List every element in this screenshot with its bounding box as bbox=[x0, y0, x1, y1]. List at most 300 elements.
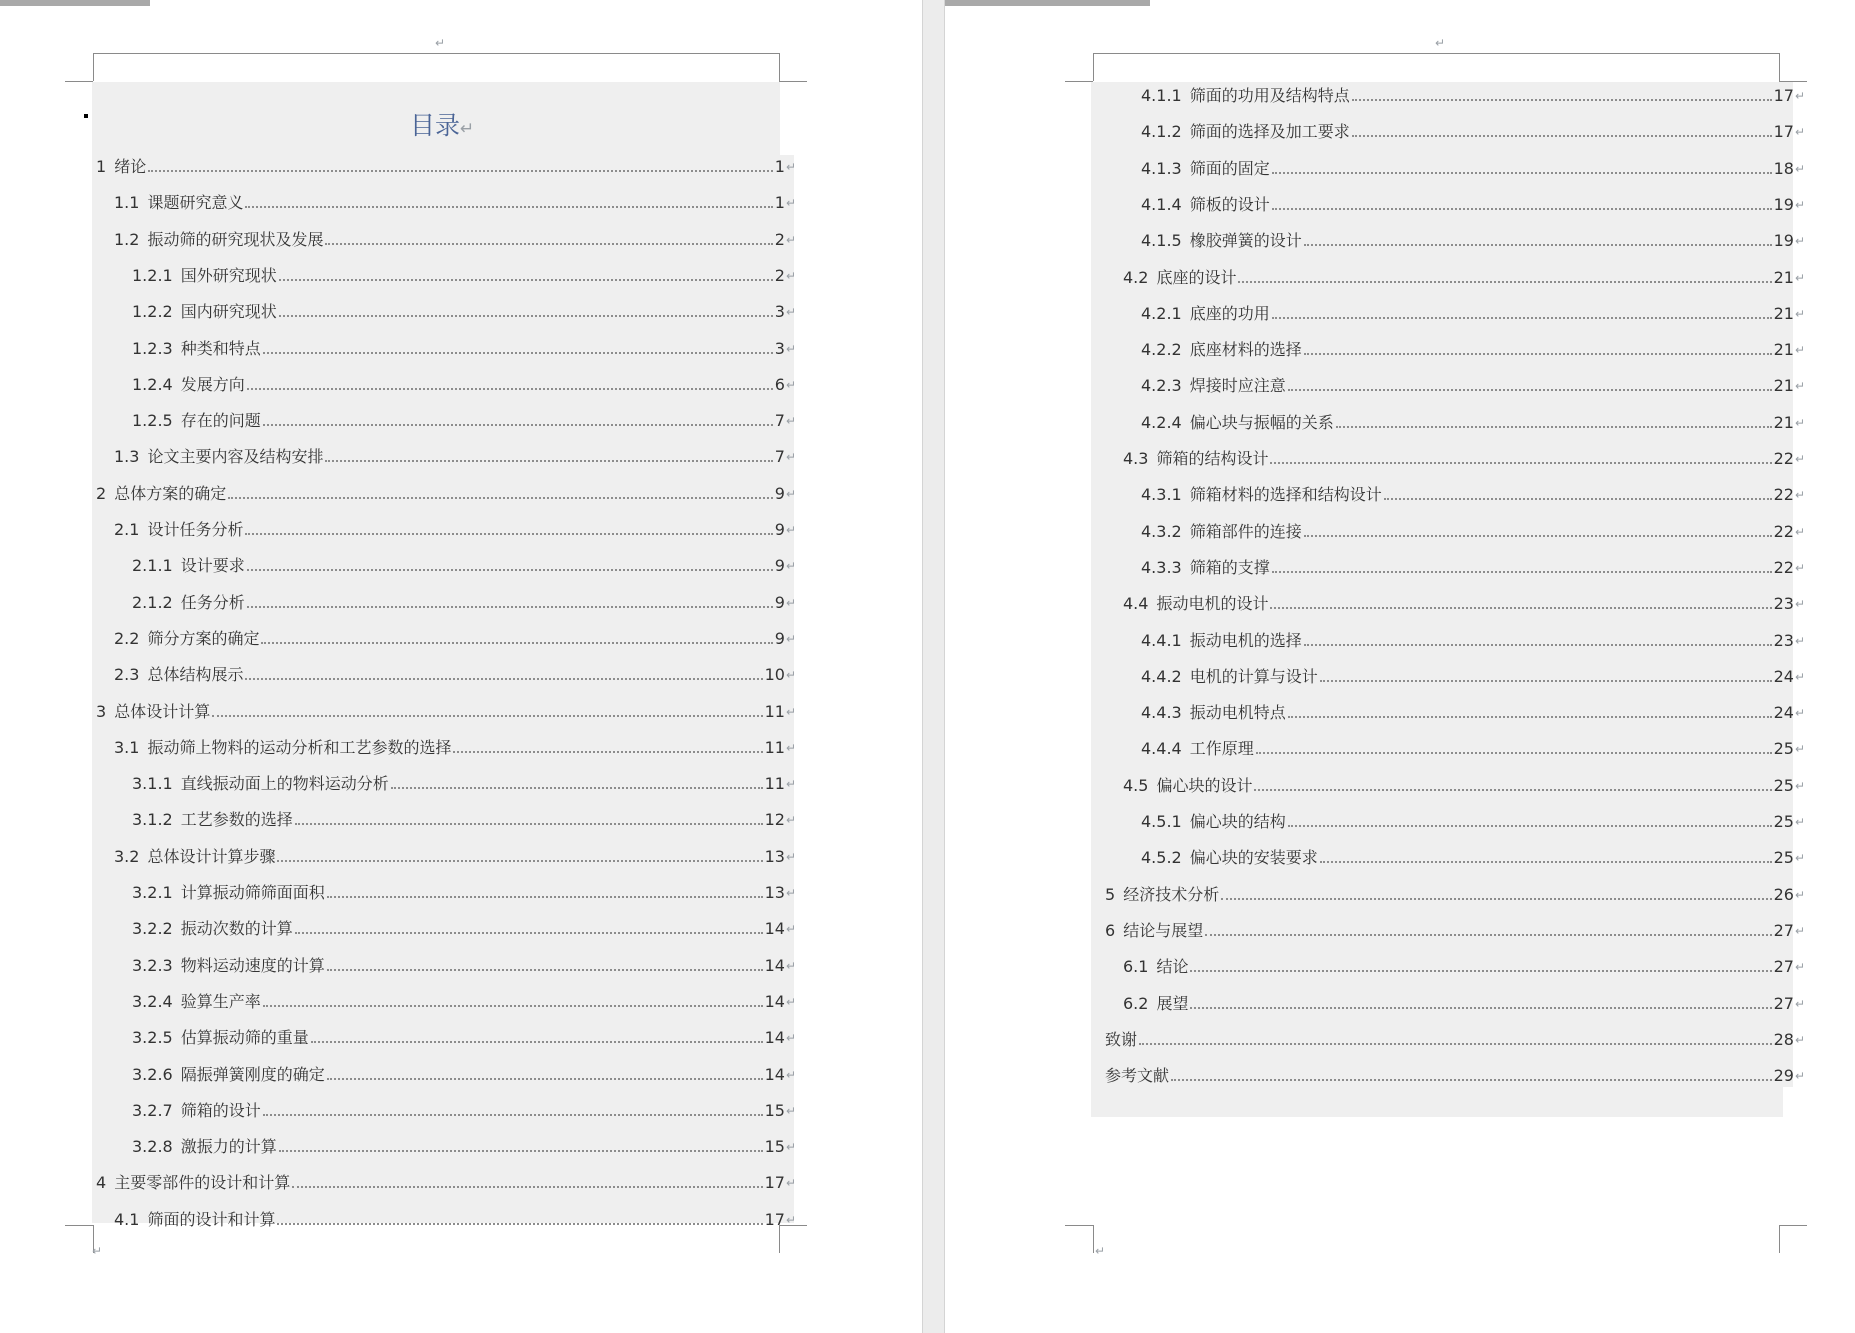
toc-entry-number: 3.1.2 bbox=[132, 810, 173, 830]
toc-entry[interactable] bbox=[132, 772, 796, 794]
paragraph-mark: ↵ bbox=[785, 196, 796, 211]
toc-entry-number: 4.4 bbox=[1123, 594, 1149, 614]
toc-entry[interactable] bbox=[1105, 1064, 1805, 1086]
toc-dot-leader bbox=[245, 678, 762, 680]
toc-entry-page-number: 21 bbox=[1773, 340, 1794, 360]
toc-entry-title: 设计要求 bbox=[180, 556, 245, 576]
toc-entry-title: 偏心块与振幅的关系 bbox=[1189, 412, 1334, 432]
toc-dot-leader bbox=[1304, 535, 1772, 537]
paragraph-mark: ↵ bbox=[1794, 415, 1805, 430]
toc-entry-title: 筛板的设计 bbox=[1189, 194, 1270, 214]
toc-dot-leader bbox=[279, 1150, 763, 1152]
toc-entry[interactable] bbox=[132, 337, 796, 359]
toc-entry-title: 课题研究意义 bbox=[147, 193, 244, 213]
toc-entry-number: 4.3.3 bbox=[1141, 557, 1182, 577]
toc-entry-number: 4.1.2 bbox=[1141, 122, 1182, 142]
toc-entry-number: 1.2.1 bbox=[132, 265, 173, 285]
toc-entry-page-number: 3 bbox=[774, 302, 785, 322]
toc-entry[interactable] bbox=[132, 300, 796, 322]
crop-mark bbox=[1093, 1225, 1094, 1253]
toc-dot-leader bbox=[263, 424, 773, 426]
toc-entry-number: 4.5 bbox=[1123, 775, 1149, 795]
toc-entry-page-number: 10 bbox=[764, 665, 785, 685]
paragraph-mark: ↵ bbox=[785, 740, 796, 755]
toc-entry-page-number: 24 bbox=[1773, 666, 1794, 686]
toc-entry-number: 3.2.1 bbox=[132, 883, 173, 902]
toc-entry-title: 论文主要内容及结构安排 bbox=[147, 447, 324, 467]
toc-dot-leader bbox=[247, 388, 773, 390]
toc-entry[interactable] bbox=[1141, 157, 1805, 179]
toc-entry[interactable] bbox=[1141, 701, 1805, 723]
toc-entry[interactable] bbox=[1123, 955, 1805, 977]
paragraph-mark: ↵ bbox=[785, 305, 796, 320]
toc-entry-page-number: 25 bbox=[1773, 848, 1794, 868]
toc-entry-number: 4.3.2 bbox=[1141, 521, 1182, 541]
paragraph-mark: ↵ bbox=[785, 849, 796, 864]
toc-entry-title: 筛面的设计和计算 bbox=[147, 1209, 276, 1229]
toc-dot-leader bbox=[1288, 825, 1772, 827]
toc-entry-number: 6 bbox=[1105, 920, 1116, 940]
paragraph-mark: ↵ bbox=[785, 160, 796, 174]
paragraph-mark: ↵ bbox=[785, 704, 796, 719]
paragraph-mark: ↵ bbox=[1794, 197, 1805, 212]
paragraph-mark: ↵ bbox=[1794, 270, 1805, 285]
toc-entry-title: 振动电机特点 bbox=[1189, 703, 1286, 723]
toc-dot-leader bbox=[295, 932, 763, 934]
toc-entry-page-number: 22 bbox=[1773, 485, 1794, 505]
toc-dot-leader bbox=[1320, 680, 1772, 682]
toc-entry-page-number: 25 bbox=[1773, 739, 1794, 759]
toc-entry[interactable] bbox=[114, 518, 796, 540]
toc-entry-number: 4.2.4 bbox=[1141, 412, 1182, 432]
toc-entry-page-number: 25 bbox=[1773, 812, 1794, 831]
toc-entry-page-number: 9 bbox=[774, 520, 785, 539]
toc-entry-title: 筛面的选择及加工要求 bbox=[1189, 122, 1350, 142]
toc-dot-leader bbox=[263, 1005, 763, 1007]
paragraph-mark: ↵ bbox=[1794, 742, 1805, 757]
toc-entry-page-number: 14 bbox=[764, 919, 785, 939]
toc-dot-leader bbox=[212, 715, 762, 717]
toc-entry-page-number: 14 bbox=[764, 1064, 785, 1084]
toc-entry-title: 主要零部件的设计和计算 bbox=[114, 1173, 291, 1193]
toc-entry-title: 偏心块的安装要求 bbox=[1189, 848, 1318, 868]
toc-entry-number: 1.2.2 bbox=[132, 302, 173, 322]
toc-entry-title: 筛箱部件的连接 bbox=[1189, 521, 1302, 541]
toc-entry[interactable] bbox=[1141, 846, 1805, 868]
toc-entry-title: 直线振动面上的物料运动分析 bbox=[180, 774, 389, 794]
toc-entry-number: 3.1 bbox=[114, 737, 140, 757]
toc-entry[interactable] bbox=[132, 373, 796, 395]
toc-entry[interactable] bbox=[1141, 665, 1805, 687]
crop-mark bbox=[65, 81, 93, 82]
toc-entry-page-number: 19 bbox=[1773, 231, 1794, 251]
anchor-mark bbox=[84, 114, 88, 118]
toc-dot-leader bbox=[1288, 389, 1772, 391]
toc-entry[interactable] bbox=[1141, 302, 1805, 324]
toc-dot-leader bbox=[228, 497, 773, 499]
paragraph-mark: ↵ bbox=[1794, 452, 1805, 466]
toc-dot-leader bbox=[1238, 281, 1771, 283]
paragraph-mark: ↵ bbox=[785, 668, 796, 683]
toc-title bbox=[410, 111, 474, 144]
toc-entry-page-number: 2 bbox=[774, 265, 785, 285]
toc-entry-page-number: 23 bbox=[1773, 630, 1794, 650]
toc-dot-leader bbox=[325, 460, 772, 462]
toc-entry-number: 4.1 bbox=[114, 1209, 140, 1229]
paragraph-mark: ↵ bbox=[1794, 778, 1805, 793]
paragraph-mark: ↵ bbox=[1794, 306, 1805, 321]
toc-entry-page-number: 21 bbox=[1773, 303, 1794, 323]
toc-entry-title: 设计任务分析 bbox=[147, 520, 244, 539]
toc-entry-title: 橡胶弹簧的设计 bbox=[1189, 231, 1302, 251]
toc-field-shading bbox=[1091, 1087, 1783, 1117]
paragraph-mark: ↵ bbox=[785, 1140, 796, 1155]
toc-entry[interactable] bbox=[1141, 483, 1805, 505]
toc-dot-leader bbox=[1171, 1079, 1772, 1081]
toc-entry-number: 2.1.1 bbox=[132, 556, 173, 576]
toc-dot-leader bbox=[1336, 426, 1772, 428]
toc-entry[interactable] bbox=[132, 1099, 796, 1121]
toc-entry[interactable] bbox=[1105, 883, 1805, 905]
toc-entry-number: 4.2.2 bbox=[1141, 340, 1182, 360]
toc-entry-page-number: 14 bbox=[764, 1028, 785, 1048]
toc-dot-leader bbox=[1270, 462, 1771, 464]
crop-mark bbox=[779, 53, 780, 81]
toc-dot-leader bbox=[1352, 99, 1772, 101]
toc-entry[interactable] bbox=[1141, 374, 1805, 396]
paragraph-mark: ↵ bbox=[1794, 234, 1805, 249]
crop-mark bbox=[1065, 81, 1093, 82]
toc-entry-page-number: 22 bbox=[1773, 557, 1794, 577]
toc-dot-leader bbox=[391, 787, 763, 789]
toc-entry-page-number: 11 bbox=[764, 774, 785, 794]
toc-entry-title: 振动电机的选择 bbox=[1189, 630, 1302, 650]
toc-entry-title: 国外研究现状 bbox=[180, 265, 277, 285]
paragraph-mark: ↵ bbox=[1794, 815, 1805, 829]
toc-entry-number: 3.2.5 bbox=[132, 1028, 173, 1048]
paragraph-mark: ↵ bbox=[1794, 379, 1805, 394]
paragraph-mark: ↵ bbox=[785, 1103, 796, 1118]
toc-entry[interactable] bbox=[1141, 120, 1805, 142]
toc-entry-title: 偏心块的设计 bbox=[1156, 775, 1253, 795]
toc-dot-leader bbox=[1272, 208, 1772, 210]
paragraph-mark: ↵ bbox=[785, 886, 796, 900]
toc-entry[interactable] bbox=[96, 482, 796, 504]
toc-entry[interactable] bbox=[1141, 229, 1805, 251]
toc-entry-number: 4.1.4 bbox=[1141, 194, 1182, 214]
toc-entry[interactable] bbox=[1141, 737, 1805, 759]
toc-dot-leader bbox=[292, 1186, 762, 1188]
toc-entry-page-number: 13 bbox=[764, 883, 785, 902]
toc-entry[interactable] bbox=[132, 1026, 796, 1048]
paragraph-mark: ↵ bbox=[785, 450, 796, 465]
toc-entry-number: 1.3 bbox=[114, 447, 140, 467]
toc-entry-page-number: 11 bbox=[764, 737, 785, 757]
toc-entry[interactable] bbox=[1105, 1028, 1805, 1050]
paragraph-mark: ↵ bbox=[1794, 524, 1805, 539]
document-page-left bbox=[0, 0, 922, 1333]
toc-entry[interactable] bbox=[1123, 992, 1805, 1014]
toc-entry-title: 物料运动速度的计算 bbox=[180, 955, 325, 975]
paragraph-mark: ↵ bbox=[785, 1212, 796, 1227]
toc-dot-leader bbox=[261, 642, 772, 644]
toc-entry-number: 4 bbox=[96, 1173, 107, 1193]
toc-entry[interactable] bbox=[1141, 556, 1805, 578]
toc-entry-page-number: 17 bbox=[1773, 122, 1794, 142]
toc-dot-leader bbox=[247, 606, 773, 608]
toc-dot-leader bbox=[295, 823, 763, 825]
paragraph-mark: ↵ bbox=[1794, 560, 1805, 575]
toc-entry-number: 1.2.4 bbox=[132, 374, 173, 394]
toc-entry-page-number: 27 bbox=[1773, 993, 1794, 1013]
toc-entry[interactable] bbox=[1141, 810, 1805, 832]
toc-entry[interactable] bbox=[1123, 592, 1805, 614]
toc-entry-number: 6.2 bbox=[1123, 993, 1149, 1013]
toc-dot-leader bbox=[453, 751, 762, 753]
toc-entry-title: 振动电机的设计 bbox=[1156, 594, 1269, 614]
toc-entry-page-number: 24 bbox=[1773, 703, 1794, 723]
toc-dot-leader bbox=[279, 315, 773, 317]
paragraph-mark: ↵ bbox=[785, 341, 796, 356]
toc-entry[interactable] bbox=[132, 808, 796, 830]
paragraph-mark: ↵ bbox=[785, 1176, 796, 1191]
toc-dot-leader bbox=[245, 206, 772, 208]
toc-entry-number: 4.2.3 bbox=[1141, 376, 1182, 396]
toc-dot-leader bbox=[1256, 752, 1772, 754]
toc-entry[interactable] bbox=[1141, 520, 1805, 542]
toc-entry-title: 电机的计算与设计 bbox=[1189, 666, 1318, 686]
toc-entry-title: 国内研究现状 bbox=[180, 302, 277, 322]
toc-dot-leader bbox=[277, 860, 762, 862]
toc-entry-page-number: 6 bbox=[774, 374, 785, 394]
toc-entry-page-number: 1 bbox=[774, 157, 785, 176]
toc-entry-title: 底座材料的选择 bbox=[1189, 340, 1302, 360]
toc-entry-number: 3.1.1 bbox=[132, 774, 173, 794]
toc-entry[interactable] bbox=[132, 264, 796, 286]
toc-entry[interactable] bbox=[96, 1171, 796, 1193]
toc-entry[interactable] bbox=[132, 917, 796, 939]
toc-entry-number: 4.5.1 bbox=[1141, 812, 1182, 831]
toc-entry[interactable] bbox=[132, 990, 796, 1012]
toc-entry-number: 2.3 bbox=[114, 665, 140, 685]
toc-entry[interactable] bbox=[114, 191, 796, 213]
toc-entry-title: 总体设计计算 bbox=[114, 701, 211, 721]
toc-dot-leader bbox=[1272, 317, 1772, 319]
crop-mark bbox=[1779, 1225, 1780, 1253]
toc-entry-title: 绪论 bbox=[114, 157, 147, 176]
toc-entry-title: 激振力的计算 bbox=[180, 1137, 277, 1157]
toc-entry-number: 3.2.3 bbox=[132, 955, 173, 975]
paragraph-mark: ↵ bbox=[1794, 706, 1805, 721]
paragraph-mark: ↵ bbox=[1794, 996, 1805, 1011]
paragraph-mark: ↵ bbox=[785, 559, 796, 574]
toc-entry-title: 焊接时应注意 bbox=[1189, 376, 1286, 396]
paragraph-mark: ↵ bbox=[1794, 923, 1805, 938]
toc-entry[interactable] bbox=[132, 409, 796, 431]
toc-entry-title: 筛面的固定 bbox=[1189, 158, 1270, 178]
toc-entry-title: 底座的设计 bbox=[1156, 267, 1237, 287]
toc-entry[interactable] bbox=[1141, 84, 1805, 106]
toc-entry-number: 2.2 bbox=[114, 628, 140, 648]
toc-entry-title: 偏心块的结构 bbox=[1189, 812, 1286, 831]
toc-entry-title: 筛箱的设计 bbox=[180, 1100, 261, 1120]
toc-entry-page-number: 22 bbox=[1773, 521, 1794, 541]
toc-entry[interactable] bbox=[1123, 266, 1805, 288]
paragraph-mark: ↵ bbox=[785, 595, 796, 610]
toc-entry-title: 工作原理 bbox=[1189, 739, 1254, 759]
toc-entry-number: 4.4.3 bbox=[1141, 703, 1182, 723]
toc-dot-leader bbox=[1221, 898, 1771, 900]
toc-entry-page-number: 14 bbox=[764, 991, 785, 1011]
toc-entry-page-number: 21 bbox=[1773, 267, 1794, 287]
toc-entry-number: 1.1 bbox=[114, 193, 140, 213]
toc-entry[interactable] bbox=[132, 881, 796, 903]
toc-entry-number: 4.4.2 bbox=[1141, 666, 1182, 686]
toc-dot-leader bbox=[1190, 1007, 1771, 1009]
paragraph-mark: ↵ bbox=[785, 922, 796, 937]
toc-entry[interactable] bbox=[1141, 629, 1805, 651]
paragraph-mark: ↵ bbox=[460, 119, 475, 139]
toc-entry[interactable] bbox=[114, 1208, 796, 1230]
toc-entry-number: 4.2.1 bbox=[1141, 303, 1182, 323]
toc-dot-leader bbox=[1304, 244, 1772, 246]
crop-mark bbox=[1779, 1225, 1807, 1226]
toc-entry-title: 筛面的功用及结构特点 bbox=[1189, 86, 1350, 105]
paragraph-mark: ↵ bbox=[785, 1067, 796, 1082]
toc-dot-leader bbox=[1139, 1043, 1772, 1045]
toc-entry-title: 筛箱材料的选择和结构设计 bbox=[1189, 485, 1382, 505]
toc-entry-number: 3.2.2 bbox=[132, 919, 173, 939]
toc-dot-leader bbox=[1272, 571, 1772, 573]
toc-entry-page-number: 15 bbox=[764, 1137, 785, 1157]
paragraph-mark: ↵ bbox=[785, 1031, 796, 1046]
toc-entry-title: 工艺参数的选择 bbox=[180, 810, 293, 830]
header-boundary-line bbox=[1093, 53, 1780, 54]
paragraph-mark: ↵ bbox=[1794, 597, 1805, 612]
toc-entry-page-number: 19 bbox=[1773, 194, 1794, 214]
toc-entry-title: 结论 bbox=[1156, 957, 1189, 977]
toc-dot-leader bbox=[325, 243, 772, 245]
toc-entry-page-number: 26 bbox=[1773, 884, 1794, 904]
toc-entry-page-number: 17 bbox=[764, 1173, 785, 1193]
toc-entry-page-number: 25 bbox=[1773, 775, 1794, 795]
paragraph-mark: ↵ bbox=[1794, 887, 1805, 902]
paragraph-mark: ↵ bbox=[1794, 960, 1805, 975]
toc-entry[interactable] bbox=[114, 445, 796, 467]
toc-dot-leader bbox=[1304, 353, 1772, 355]
toc-entry-number: 1.2.3 bbox=[132, 338, 173, 358]
toc-entry-number: 2 bbox=[96, 483, 107, 503]
toc-entry-title: 经济技术分析 bbox=[1123, 884, 1220, 904]
toc-entry[interactable] bbox=[1141, 338, 1805, 360]
toc-entry-number: 4.1.5 bbox=[1141, 231, 1182, 251]
toc-entry-title: 筛箱的结构设计 bbox=[1156, 449, 1269, 468]
toc-entry-number: 2.1 bbox=[114, 520, 140, 539]
crop-mark bbox=[65, 1225, 93, 1226]
toc-dot-leader bbox=[263, 352, 773, 354]
toc-dot-leader bbox=[277, 1223, 762, 1225]
toc-entry[interactable] bbox=[96, 155, 796, 177]
paragraph-mark: ↵ bbox=[1794, 488, 1805, 503]
toc-dot-leader bbox=[1352, 135, 1772, 137]
toc-entry-title: 估算振动筛的重量 bbox=[180, 1028, 309, 1048]
toc-entry-page-number: 9 bbox=[774, 556, 785, 576]
paragraph-mark: ↵ bbox=[1794, 1069, 1805, 1084]
document-page-right bbox=[945, 0, 1855, 1333]
toc-entry-page-number: 12 bbox=[764, 810, 785, 830]
toc-entry[interactable] bbox=[1141, 193, 1805, 215]
toc-entry[interactable] bbox=[114, 845, 796, 867]
toc-entry-number: 1.2 bbox=[114, 229, 140, 249]
toc-entry-number: 4.3 bbox=[1123, 449, 1149, 468]
toc-entry-number: 5 bbox=[1105, 884, 1116, 904]
toc-entry-page-number: 9 bbox=[774, 628, 785, 648]
paragraph-mark: ↵ bbox=[785, 958, 796, 973]
toc-entry-page-number: 21 bbox=[1773, 412, 1794, 432]
toc-entry-title: 筛分方案的确定 bbox=[147, 628, 260, 648]
header-boundary-line bbox=[93, 53, 780, 54]
footer-paragraph-mark: ↵ bbox=[92, 1244, 103, 1258]
toc-entry[interactable] bbox=[114, 627, 796, 649]
toc-entry[interactable] bbox=[132, 954, 796, 976]
toc-dot-leader bbox=[148, 170, 773, 172]
toc-entry[interactable] bbox=[114, 736, 796, 758]
paragraph-mark: ↵ bbox=[785, 813, 796, 828]
crop-mark bbox=[1065, 1225, 1093, 1226]
toc-entry[interactable] bbox=[114, 663, 796, 685]
toc-entry-page-number: 7 bbox=[774, 447, 785, 467]
toc-entry[interactable] bbox=[132, 591, 796, 613]
paragraph-mark: ↵ bbox=[1794, 1032, 1805, 1047]
toc-entry[interactable] bbox=[1123, 447, 1805, 469]
toc-dot-leader bbox=[1190, 970, 1771, 972]
toc-entry-number: 4.1.1 bbox=[1141, 86, 1182, 105]
toc-entry[interactable] bbox=[96, 700, 796, 722]
toc-dot-leader bbox=[1205, 934, 1771, 936]
toc-entry[interactable] bbox=[132, 1063, 796, 1085]
toc-entry-title: 总体设计计算步骤 bbox=[147, 846, 276, 866]
toc-entry[interactable] bbox=[132, 554, 796, 576]
toc-entry-page-number: 21 bbox=[1773, 376, 1794, 396]
toc-entry-page-number: 22 bbox=[1773, 449, 1794, 468]
footer-paragraph-mark: ↵ bbox=[1095, 1244, 1106, 1258]
toc-entry-title: 展望 bbox=[1156, 993, 1189, 1013]
toc-dot-leader bbox=[1320, 861, 1772, 863]
toc-entry[interactable] bbox=[114, 228, 796, 250]
toc-entry-number: 3 bbox=[96, 701, 107, 721]
toc-dot-leader bbox=[245, 533, 772, 535]
page-gutter bbox=[922, 0, 945, 1333]
toc-entry-number: 3.2.6 bbox=[132, 1064, 173, 1084]
toc-entry-page-number: 2 bbox=[774, 229, 785, 249]
paragraph-mark: ↵ bbox=[1794, 633, 1805, 648]
toc-entry[interactable] bbox=[1141, 411, 1805, 433]
toc-entry-title: 任务分析 bbox=[180, 592, 245, 612]
toc-entry-title: 存在的问题 bbox=[180, 411, 261, 431]
toc-entry-number: 4.1.3 bbox=[1141, 158, 1182, 178]
paragraph-mark: ↵ bbox=[1794, 161, 1805, 176]
toc-dot-leader bbox=[1384, 498, 1772, 500]
paragraph-mark: ↵ bbox=[1794, 125, 1805, 140]
toc-entry[interactable] bbox=[132, 1135, 796, 1157]
toc-entry-title: 总体方案的确定 bbox=[114, 483, 227, 503]
paragraph-mark: ↵ bbox=[785, 523, 796, 537]
toc-entry[interactable] bbox=[1105, 919, 1805, 941]
toc-entry-title: 致谢 bbox=[1105, 1029, 1138, 1049]
toc-entry-page-number: 7 bbox=[774, 411, 785, 431]
toc-entry-number: 1.2.5 bbox=[132, 411, 173, 431]
toc-entry[interactable] bbox=[1123, 774, 1805, 796]
